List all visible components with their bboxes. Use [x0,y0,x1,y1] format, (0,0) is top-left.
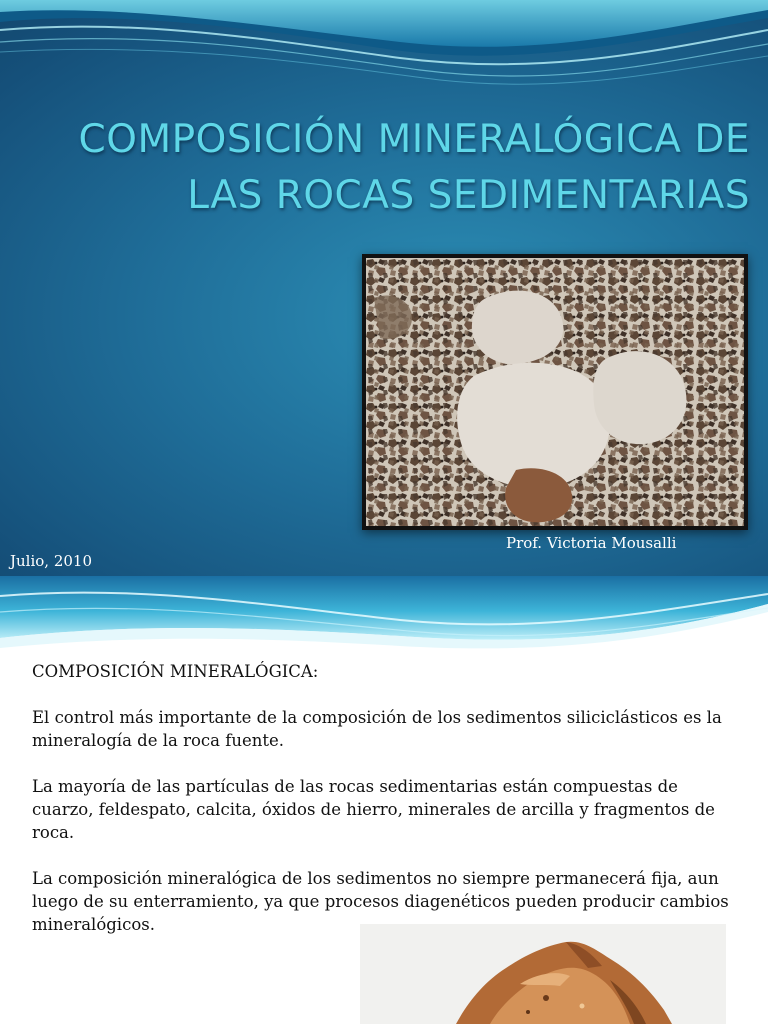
slide-title-line-2: LAS ROCAS SEDIMENTARIAS [187,173,750,218]
slide-body [32,660,742,959]
content-slide [0,576,768,1024]
micrograph-image [366,258,744,526]
section-heading: COMPOSICIÓN MINERALÓGICA: [32,662,319,681]
thin-section-micrograph [362,254,748,530]
rock-sample-image [360,924,726,1024]
decorative-wave-band [0,576,768,658]
presentation-date: Julio, 2010 [10,552,93,570]
decorative-wave-top [0,0,768,90]
paragraph: La mayoría de las partículas de las rocas sedimentarias están compuestas de cuarzo, feldespato, calcita, óxidos de hierro, minerales de arcilla y fragmentos de roca. [32,777,715,842]
rock-sample-graphic [360,924,726,1024]
slide-title [60,112,750,224]
paragraph: El control más importante de la composición de los sedimentos siliciclásticos es la mineralogía de la roca fuente. [32,708,722,750]
slide-title-line-1: COMPOSICIÓN MINERALÓGICA DE [78,117,750,162]
paragraph: La composición mineralógica de los sedimentos no siempre permanecerá fija, aun luego de su enterramiento, ya que procesos diagenéticos pueden producir cambios mineralógicos. [32,869,729,934]
author-name: Prof. Victoria Mousalli [506,534,677,552]
